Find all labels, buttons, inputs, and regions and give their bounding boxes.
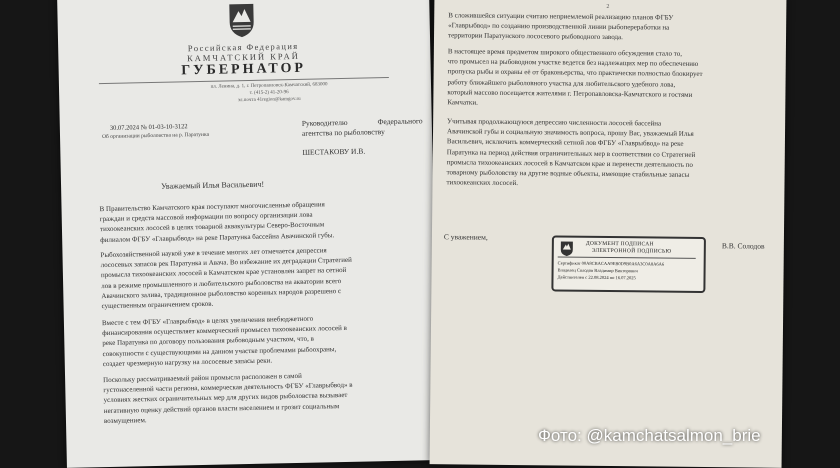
- recipient-line-1: Руководителю Федерального: [301, 116, 423, 128]
- stamp-divider: [558, 256, 696, 258]
- stamp-emblem-icon: [560, 240, 574, 256]
- signer-name: В.В. Солодов: [721, 241, 765, 251]
- photo-credit: Фото: @kamchatsalmon_brie: [538, 426, 761, 445]
- kamchatka-emblem-icon: [226, 2, 257, 39]
- phone-line: т. (415-2) 41-20-96: [249, 90, 289, 96]
- recipient-name: ШЕСТАКОВУ И.В.: [302, 146, 366, 157]
- paragraph-3: Вместе с тем ФГБУ «Главрыбвод» в целях увеличения внебюджетного финансирования осуществляет коммерческий промысел тихоокеанских лососей в реке Паратунка по договору пользования рыбоводным участком, что, в совокупности с существующими на данном участке проблемами рыбоохраны, создает чрезмерную нагрузку на лососевые запасы реки.: [101, 314, 347, 368]
- paragraph-2: Рыбохозяйственной наукой уже в течение многих лет отмечается депрессия лососевых запасов рек Паратунка и Авача. Во избежание их деградации Стратегией промысла тихоокеанских лососей в Камчатском крае установлен запрет на сетной лов в режиме промышленного и любительского рыболовства на акватории всего Авачинского залива, традиционное рыболовство коренных народов разрешено с существенным ограничением сроков.: [100, 246, 352, 311]
- stamp-certificate: Сертификат 00A8CBACAA9EB0D9B0A6A3C0A8A6A6: [557, 260, 665, 267]
- paragraph-1: В Правительство Камчатского края поступают многочисленные обращения граждан и средств массовой информации по вопросу организации лова тихоокеанских лососей в целях товарной аквакультуры Северо-Восточным филиалом ФГБУ «Главрыбвод» на реке Паратунка бассейна Авачинской губы.: [99, 200, 335, 244]
- paragraph-7: Учитывая продолжающуюся депрессию численности лососей бассейна Авачинской губы и социальную значимость вопроса, прошу Вас, уважаемый Илья Васильевич, исключить коммерческий сетной лов ФГБУ «Главрыбвод» на реке Паратунка на период действия ограничительных мер в соответствии со Стратегией промысла тихоокеанских лососей в Камчатском крае и перенести деятельность по товарному рыболовству на другие водные объекты, имеющие стабильные запасы тихоокеанских лососей.: [446, 117, 696, 188]
- electronic-signature-stamp: [551, 235, 706, 293]
- country-line: Российская Федерация: [187, 40, 299, 54]
- document-subject: Об организации рыболовства на р. Паратунка: [101, 131, 210, 141]
- letter-page-2: [430, 0, 787, 468]
- region-line: КАМЧАТСКИЙ КРАЙ: [186, 50, 300, 64]
- paragraph-6: В настоящее время предметом широкого общественного обсуждения стало то, что промысел на рыбоводном участке ведется без надлежащих мер по обеспечению пропуска рыбы и охраны её от браконьерства, что практически полностью блокирует работу ближайшего рыболовного участка для любительского удебного лова, который массово посещается жителями г. Петропавловска-Камчатского и гостями Камчатки.: [447, 47, 703, 107]
- stamp-title-2: ЭЛЕКТРОННОЙ ПОДПИСЬЮ: [591, 247, 672, 255]
- paragraph-4: Поскольку рассматриваемый район промысла расположен в самой густонаселенной части региона, коммерческая деятельность ФГБУ «Главрыбвод» в условиях жестких ограничительных мер для других видов рыболовства вызывает негативную оценку действий органов власти населением и грозит социальным возмущением.: [103, 371, 353, 425]
- recipient-line-2: агентства по рыболовству: [301, 127, 385, 138]
- governor-title: ГУБЕРНАТОР: [181, 60, 307, 79]
- paragraph-5: В сложившейся ситуации считаю неприемлемой реализацию планов ФГБУ «Главрыбвод» по созданию производственной линии рыбопереработки на территории Паратунского лососевого рыбоводного завода.: [447, 11, 674, 42]
- letter-page-1: [57, 0, 439, 468]
- document-reference: 30.07.2024 № 01-03-10-3122: [109, 123, 188, 132]
- stamp-validity: Действителен с 22.08.2024 по 16.07.2025: [557, 274, 636, 281]
- email-line: эл.почта 41region@kamgov.ru: [237, 96, 301, 104]
- address-line: пл. Ленина, д. 1, г. Петропавловск-Камчатский, 683000: [210, 82, 328, 90]
- salutation: Уважаемый Илья Васильевич!: [160, 179, 265, 191]
- stamp-title-1: ДОКУМЕНТ ПОДПИСАН: [585, 240, 654, 248]
- page-number: 2: [606, 3, 610, 11]
- closing-phrase: С уважением,: [443, 232, 488, 242]
- stamp-owner: Владелец Солодов Владимир Викторович: [557, 267, 638, 274]
